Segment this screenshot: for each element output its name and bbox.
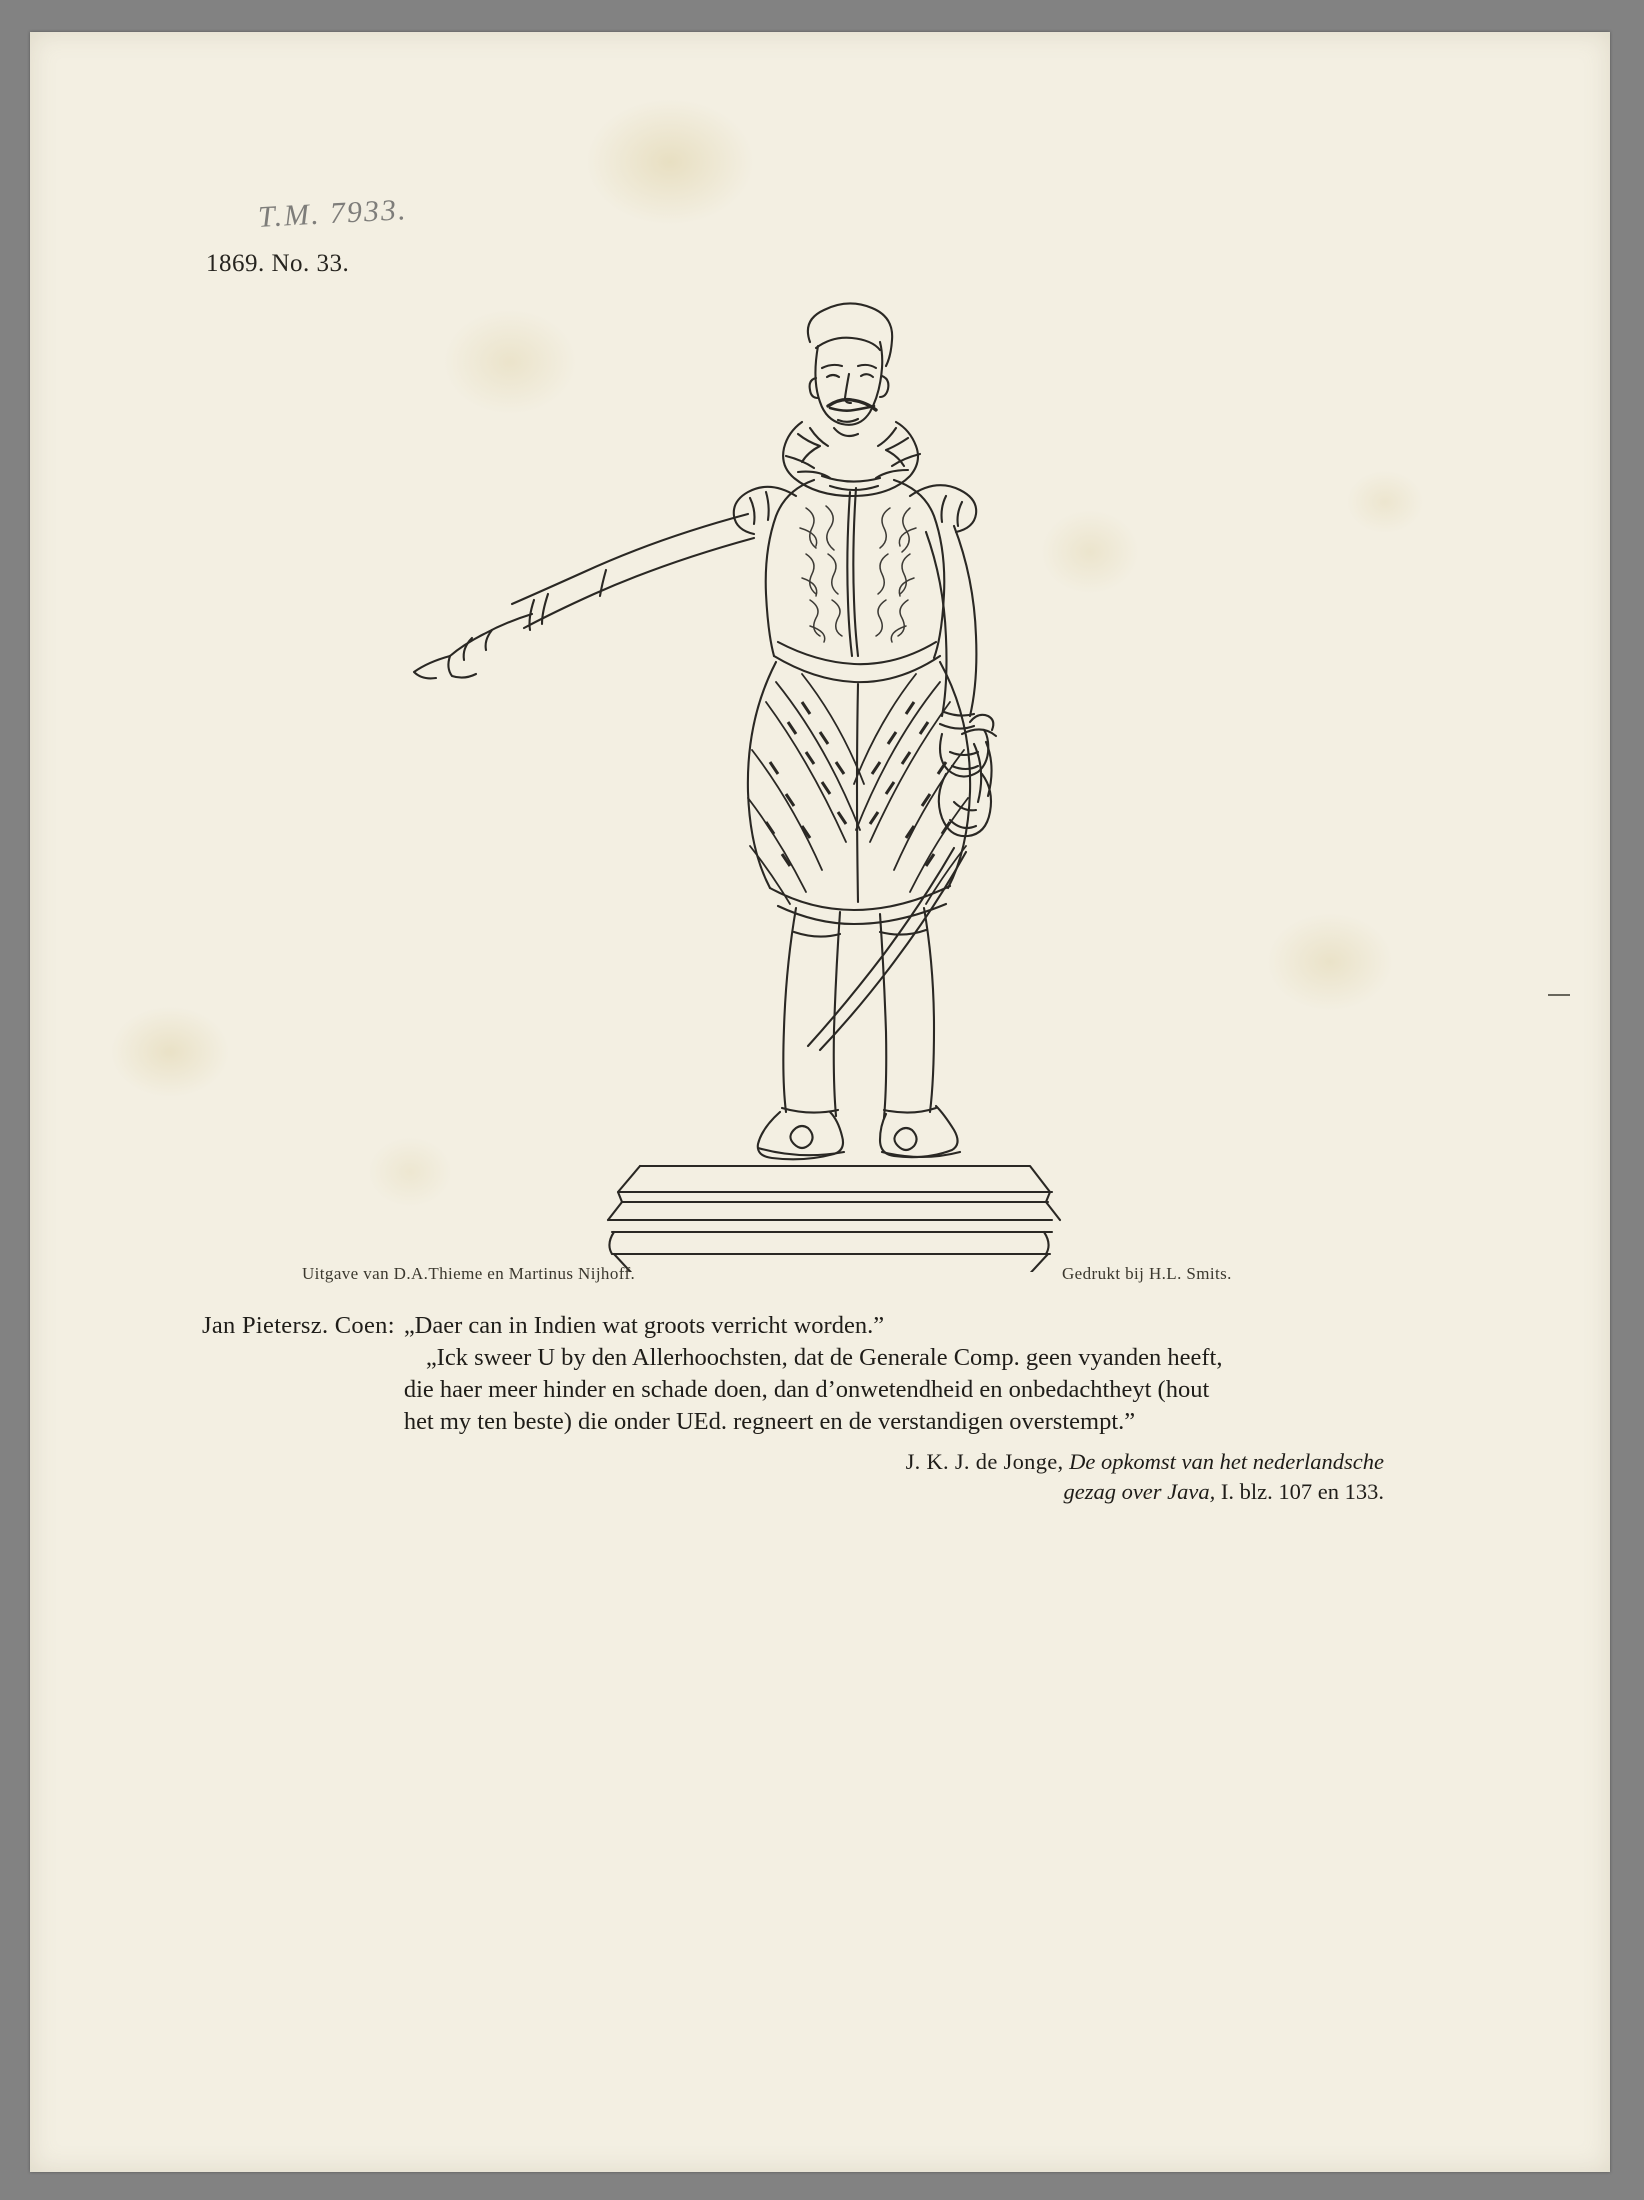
figure-legs	[782, 908, 936, 1118]
printer-credit: Gedrukt bij H.L. Smits.	[1062, 1264, 1232, 1283]
statue-illustration	[210, 282, 1450, 1272]
pedestal	[472, 1166, 1196, 1272]
source-reference-italic: gezag over Java,	[1063, 1479, 1216, 1505]
quotation	[202, 1310, 1442, 1437]
figure-pointing-arm	[414, 514, 754, 678]
caption-block	[202, 1310, 1442, 1507]
publisher-credit: Uitgave van D.A.Thieme en Martinus Nijhoff.	[302, 1264, 636, 1283]
quote-line-4: het my ten beste) die onder UEd. regneert en de verstandigen overstempt.”	[403, 1407, 1136, 1435]
figure-trunk-hose	[748, 662, 970, 924]
quote-line-1: „Daer can in Indien wat groots verricht worden.”	[403, 1312, 885, 1339]
plate-number: 1869. No. 33.	[206, 250, 350, 277]
print-sheet	[30, 32, 1610, 2172]
pencil-inventory-number: T.M. 7933.	[257, 193, 409, 234]
margin-tick-mark	[1548, 994, 1570, 996]
source-title: De opkomst van het nederlandsche	[1069, 1449, 1384, 1475]
source-author: J. K. J. de Jonge,	[905, 1449, 1064, 1475]
quote-line-2: „Ick sweer U by den Allerhoochsten, dat de Generale Comp. geen vyanden heeft,	[425, 1343, 1223, 1371]
source-citation	[202, 1447, 1442, 1506]
quote-lines	[404, 1310, 1442, 1437]
source-reference-rest: I. blz. 107 en 133.	[1220, 1479, 1384, 1505]
figure-head	[808, 303, 892, 436]
attribution-name: Jan Pietersz. Coen:	[202, 1312, 395, 1339]
quote-line-3: die haer meer hinder en schade doen, dan d’onwetendheid en onbedachtheyt (hout	[403, 1375, 1210, 1403]
figure-shoes	[758, 1106, 960, 1159]
